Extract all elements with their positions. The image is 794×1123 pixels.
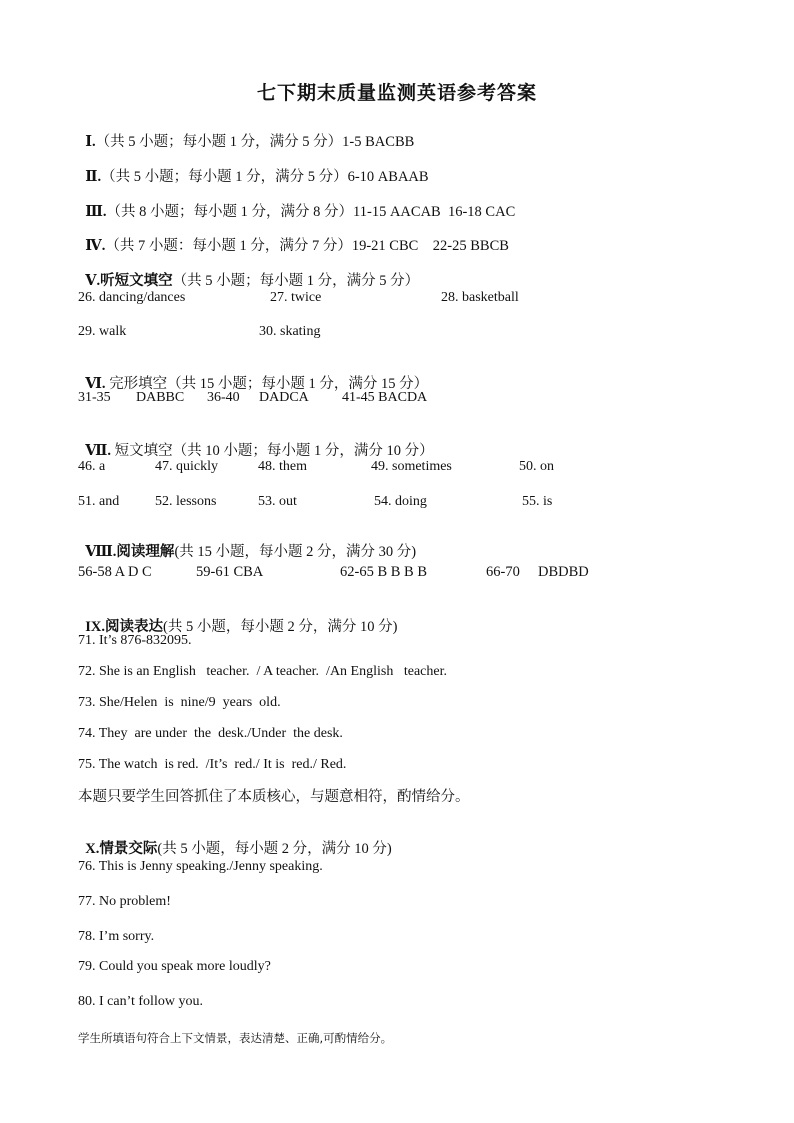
answer-55: 55. is bbox=[522, 494, 553, 509]
answer-30: 30. skating bbox=[259, 324, 321, 339]
grading-note-reading: 本题只要学生回答抓住了本质核心，与题意相符，酌情给分。 bbox=[78, 789, 470, 805]
section-text: （共 5 小题；每小题 1 分，满分 5 分）6-10 ABAAB bbox=[101, 169, 429, 185]
page-title: 七下期末质量监测英语参考答案 bbox=[256, 82, 537, 104]
answer-46: 46. a bbox=[78, 459, 106, 474]
section-text: （共 5 小题；每小题 1 分，满分 5 分）1-5 BACBB bbox=[95, 134, 415, 150]
section-text: 完形填空（共 15 小题；每小题 1 分，满分 15 分） bbox=[105, 376, 429, 392]
section-1 bbox=[78, 115, 414, 151]
answer-75: 75. The watch is red. /It’s red./ It is red./ Red. bbox=[78, 757, 347, 772]
section-3 bbox=[78, 185, 515, 221]
section-number: Ⅱ. bbox=[85, 169, 102, 185]
section-4 bbox=[78, 219, 509, 255]
answer-53: 53. out bbox=[258, 494, 297, 509]
section-7 bbox=[78, 424, 434, 460]
section-number: X.情景交际 bbox=[85, 841, 158, 857]
section-number: Ⅴ.听短文填空 bbox=[85, 273, 173, 289]
section-text: (共 5 小题，每小题 2 分，满分 10 分) bbox=[157, 841, 392, 857]
reading-56-58: 56-58 A D C bbox=[78, 564, 152, 580]
reading-62-65: 62-65 B B B B bbox=[340, 564, 428, 580]
section-text: （共 5 小题；每小题 1 分，满分 5 分） bbox=[172, 273, 420, 289]
section-5 bbox=[78, 254, 419, 290]
reading-66-70-value: DBDBD bbox=[538, 564, 589, 580]
answer-51: 51. and bbox=[78, 494, 120, 509]
cloze-31-35-label: 31-35 bbox=[78, 390, 111, 405]
cloze-36-40-value: DADCA bbox=[259, 390, 309, 405]
answer-73: 73. She/Helen is nine/9 years old. bbox=[78, 695, 281, 710]
section-text: (共 15 小题，每小题 2 分，满分 30 分) bbox=[174, 544, 417, 560]
section-number: Ⅲ. bbox=[85, 204, 107, 220]
section-text: （共 7 小题：每小题 1 分，满分 7 分）19-21 CBC 22-25 BBCB bbox=[105, 238, 509, 254]
section-number: Ⅰ. bbox=[85, 134, 96, 150]
answer-79: 79. Could you speak more loudly? bbox=[78, 959, 271, 974]
answer-74: 74. They are under the desk./Under the desk. bbox=[78, 726, 343, 741]
section-10 bbox=[78, 822, 392, 858]
reading-66-70-label: 66-70 bbox=[486, 564, 520, 580]
answer-52: 52. lessons bbox=[155, 494, 217, 509]
answer-54: 54. doing bbox=[374, 494, 427, 509]
section-text: （共 8 小题；每小题 1 分，满分 8 分）11-15 AACAB 16-18 CAC bbox=[106, 204, 516, 220]
answer-77: 77. No problem! bbox=[78, 894, 171, 909]
answer-76: 76. This is Jenny speaking./Jenny speaking. bbox=[78, 859, 323, 874]
section-number: IX.阅读表达 bbox=[85, 619, 163, 635]
section-number: Ⅶ. bbox=[85, 443, 111, 459]
cloze-36-40-label: 36-40 bbox=[207, 390, 240, 405]
section-number: Ⅵ. bbox=[85, 376, 106, 392]
cloze-31-35-value: DABBC bbox=[136, 390, 185, 405]
answer-72: 72. She is an English teacher. / A teacher. /An English teacher. bbox=[78, 664, 447, 679]
section-8 bbox=[78, 525, 416, 561]
answer-29: 29. walk bbox=[78, 324, 127, 339]
answer-48: 48. them bbox=[258, 459, 307, 474]
cloze-41-45: 41-45 BACDA bbox=[342, 390, 428, 405]
section-number: Ⅳ. bbox=[85, 238, 106, 254]
section-text: 短文填空（共 10 小题；每小题 1 分，满分 10 分） bbox=[111, 443, 434, 459]
section-text: (共 5 小题，每小题 2 分，满分 10 分) bbox=[163, 619, 398, 635]
answer-71: 71. It’s 876-832095. bbox=[78, 633, 192, 648]
reading-59-61: 59-61 CBA bbox=[196, 564, 264, 580]
answer-49: 49. sometimes bbox=[371, 459, 452, 474]
answer-50: 50. on bbox=[519, 459, 554, 474]
answer-28: 28. basketball bbox=[441, 290, 519, 305]
section-number: Ⅷ.阅读理解 bbox=[85, 544, 175, 560]
answer-27: 27. twice bbox=[270, 290, 322, 305]
grading-note-dialogue: 学生所填语句符合上下文情景，表达清楚、正确,可酌情给分。 bbox=[78, 1031, 393, 1045]
section-9 bbox=[78, 600, 397, 636]
answer-80: 80. I can’t follow you. bbox=[78, 994, 203, 1009]
answer-78: 78. I’m sorry. bbox=[78, 929, 155, 944]
section-2 bbox=[78, 150, 429, 186]
answer-47: 47. quickly bbox=[155, 459, 218, 474]
answer-26: 26. dancing/dances bbox=[78, 290, 186, 305]
section-6 bbox=[78, 357, 428, 393]
